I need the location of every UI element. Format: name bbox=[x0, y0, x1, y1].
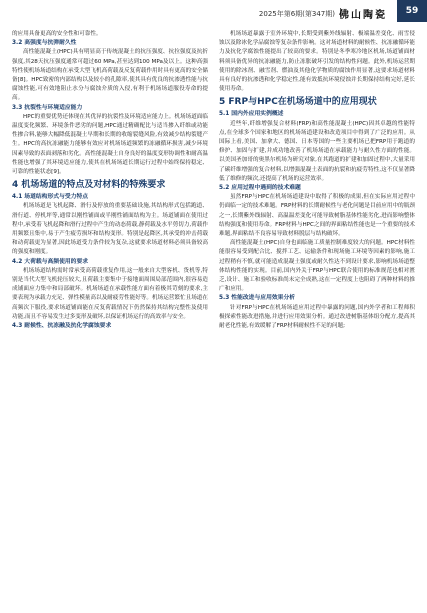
journal-title: 佛山陶瓷 bbox=[339, 10, 387, 21]
body-paragraph: 的应用具备更高的安全性和可靠性。 bbox=[12, 31, 102, 37]
body-paragraph: 近些年,纤维增强复合材料(FRP)和高性能混凝土(HPC)因其卓越的性能特点,在全球多个国家和地区的机场场道建设和改造项目中得到了广泛的应用。从国际上看,美国、加拿大、德国、日本等国的一些主要机场已把FRP用于跑道的修护、加固与扩建,并成功地改善了机场场道在承载能力与耐久性方面的性能。以美国圣加哥的奥黑尔机场为研究对象,在其跑道的扩建和加固过程中,大量采用了碳纤维增强的复合材料,以增强混凝土表面的抗裂和抗疲劳特性,这不仅显著降低了维修的频次,还提高了机场的运营效率。 bbox=[219, 120, 415, 182]
subsection-heading: 3.3 抗裂性与环境适应能力 bbox=[12, 104, 83, 111]
subsection-heading: 4.1 场道结构形式与受力特点 bbox=[12, 194, 89, 201]
body-paragraph: 机场场道结构需时常承受高荷载重复作用,这一般来自大型客机、货机等,特别是当代大型飞机轮压较大,且荷载主要集中于接地面周围局部范围内,很容易造成铺面应力集中和局部破坏。机场场道在承载性能方面有着极其苛刻的要求,主要表现为承载力充足、弹性模量高以及耐疲劳性能好等。机场运营繁忙且场道在高频次下服役,要求场道铺面能在反复荷载情况下仍然保持其结构完整性及使用功能,而且不容易发生过多变形及破坏,以保证机场运行的高效率与安全。 bbox=[12, 267, 208, 320]
body-paragraph: 高性能混凝土(HPC)自身也面临施工质量控制难度较大的问题。HPC材料性能很容易受到配合比、搅拌工艺、运输条件和现场施工环境等因素的影响,施工过程稍有不慎,就可能造成混凝土强度或耐久性达不到设计要求,影响机场场道整体结构性能的实现。目前,国内外关于FRP与HPC联合使用的标准规范也相对匮乏,设计、施工和验收标准尚未完全成熟,这在一定程度上也阻碍了两种材料的推广和应用。 bbox=[219, 240, 415, 293]
body-paragraph: 机场场道是飞机起降、滑行及停放的重要基础设施,其结构形式包括跑道、滑行道、停机坪等,通常以刚性铺面或半刚性铺面结构为主。场道铺面在使用过程中,承受着飞机起降和滑行过程中产生的动态荷载,静荷载及水平剪切力,荷载作用频繁且集中,易于产生疲劳损坏和结构变形。特别是起降区,其承受的冲击荷载和动荷载更为显著,因此场道受力条件较为复杂,这就要求场道材料必须具备较高的强度和刚度。 bbox=[12, 203, 208, 256]
page-header bbox=[0, 0, 427, 22]
right-column bbox=[219, 30, 415, 331]
left-column bbox=[12, 30, 208, 331]
subsection-heading: 5.1 国内外应用实例概述 bbox=[219, 111, 284, 118]
subsection-heading: 5.2 应用过程中遇到的技术难题 bbox=[219, 185, 301, 192]
body-paragraph: 高性能混凝土(HPC)具有明显高于传统混凝土的抗压强度、抗拉强度及抗折强度,其28天抗压强度通常可超过60 MPa,甚至达到100 MPa及以上。这种高强特性使机场场道结构在承受大型飞机高荷载及反复荷载作用时具有更高的安全储备[8]。HPC致密的内部结构以及较小的孔隙率,使其具有优良的抗渗透性能与抗腐蚀性能,可有效地阻止水分与腐蚀介质的入侵,有利于机场场道服役寿命的提高。 bbox=[12, 49, 208, 102]
body-paragraph: HPC的重要优势还体现在其优异的抗裂性及环境适应能力上。机场场道面临温度变化频繁、环境条件恶劣的问题,HPC通过精确配比与适当掺入纤维或功能性掺合料,能够大幅降低混凝土早期和长期的收缩裂缝风险,有效减少结构裂缝产生。HPC的高抗冻融能力能够有效应对机场场道频繁的冻融循环损害,减少环境因素导致的表面剥落和劣化。高性能混凝土自身良好的温度变形协调性和耐高温性能也增强了其环境适应能力,使其在机场场道长期运行过程中始终保持稳定、可靠的性能状态[9]。 bbox=[12, 113, 208, 176]
body-paragraph: 机场场道暴露于室外环境中,长期受到紫外线辐射、极端温差变化、雨雪侵蚀以及除冰化学品腐蚀等复杂条件影响。这对场道材料的耐候性、抗冻融循环能力及抗化学腐蚀性能提出了较高的要求。特别是冬季寒冷地区机场,场道铺面材料须具备优异的抗冻融能力,防止冻胀破坏引发的结构性问题。此外,机场运营期使用的除冰剂、融雪剂、燃油及其他化学物质的腐蚀作用显著,这要求场道材料具有良好的抗渗透和化学稳定性,能有效抵抗环境侵蚀并长期保持结构完好,延长使用寿命。 bbox=[219, 31, 415, 93]
subsection-heading: 5.3 性能改进与应用效果分析 bbox=[219, 295, 296, 302]
subsection-heading: 3.2 高强度与抗弹耐久性 bbox=[12, 40, 77, 47]
section-heading: 4 机场场道的特点及对材料的特殊要求 bbox=[12, 180, 166, 191]
page-number: 59 bbox=[397, 0, 427, 22]
section-heading: 5 FRP与HPC在机场场道中的应用现状 bbox=[219, 97, 377, 108]
subsection-heading: 4.2 大荷载与高频使用的要求 bbox=[12, 258, 89, 265]
subsection-heading: 4.3 耐候性、抗冻融及抗化学腐蚀要求 bbox=[12, 323, 112, 330]
body-paragraph: 针对FRP与HPC在机场场道应用过程中暴露的问题,国内外学者和工程师积极探索性能改进措施,并进行应用效果分析。通过改进树脂基体组分配方,提高其耐老化性能,有效缓解了FRP材料耐候性不足的问题; bbox=[219, 304, 415, 330]
body-paragraph: 虽然FRP与HPC在机场场道建设中取得了积极的成果,但在实际应用过程中仍面临一定的技术难题。FRP材料的长期耐候性与老化问题是目前应用中的瓶颈之一,长期紫外线辐射、高温温差变化可能导致树脂基体性能劣化,进而影响整体结构强度和使用寿命。FRP材料与HPC之间的界面粘结性能也是一个重要的技术难题,界面粘结不良容易导致材料脱层与结构破坏。 bbox=[219, 194, 415, 238]
issue-label: 2025年第6期(第347期) bbox=[258, 10, 335, 18]
